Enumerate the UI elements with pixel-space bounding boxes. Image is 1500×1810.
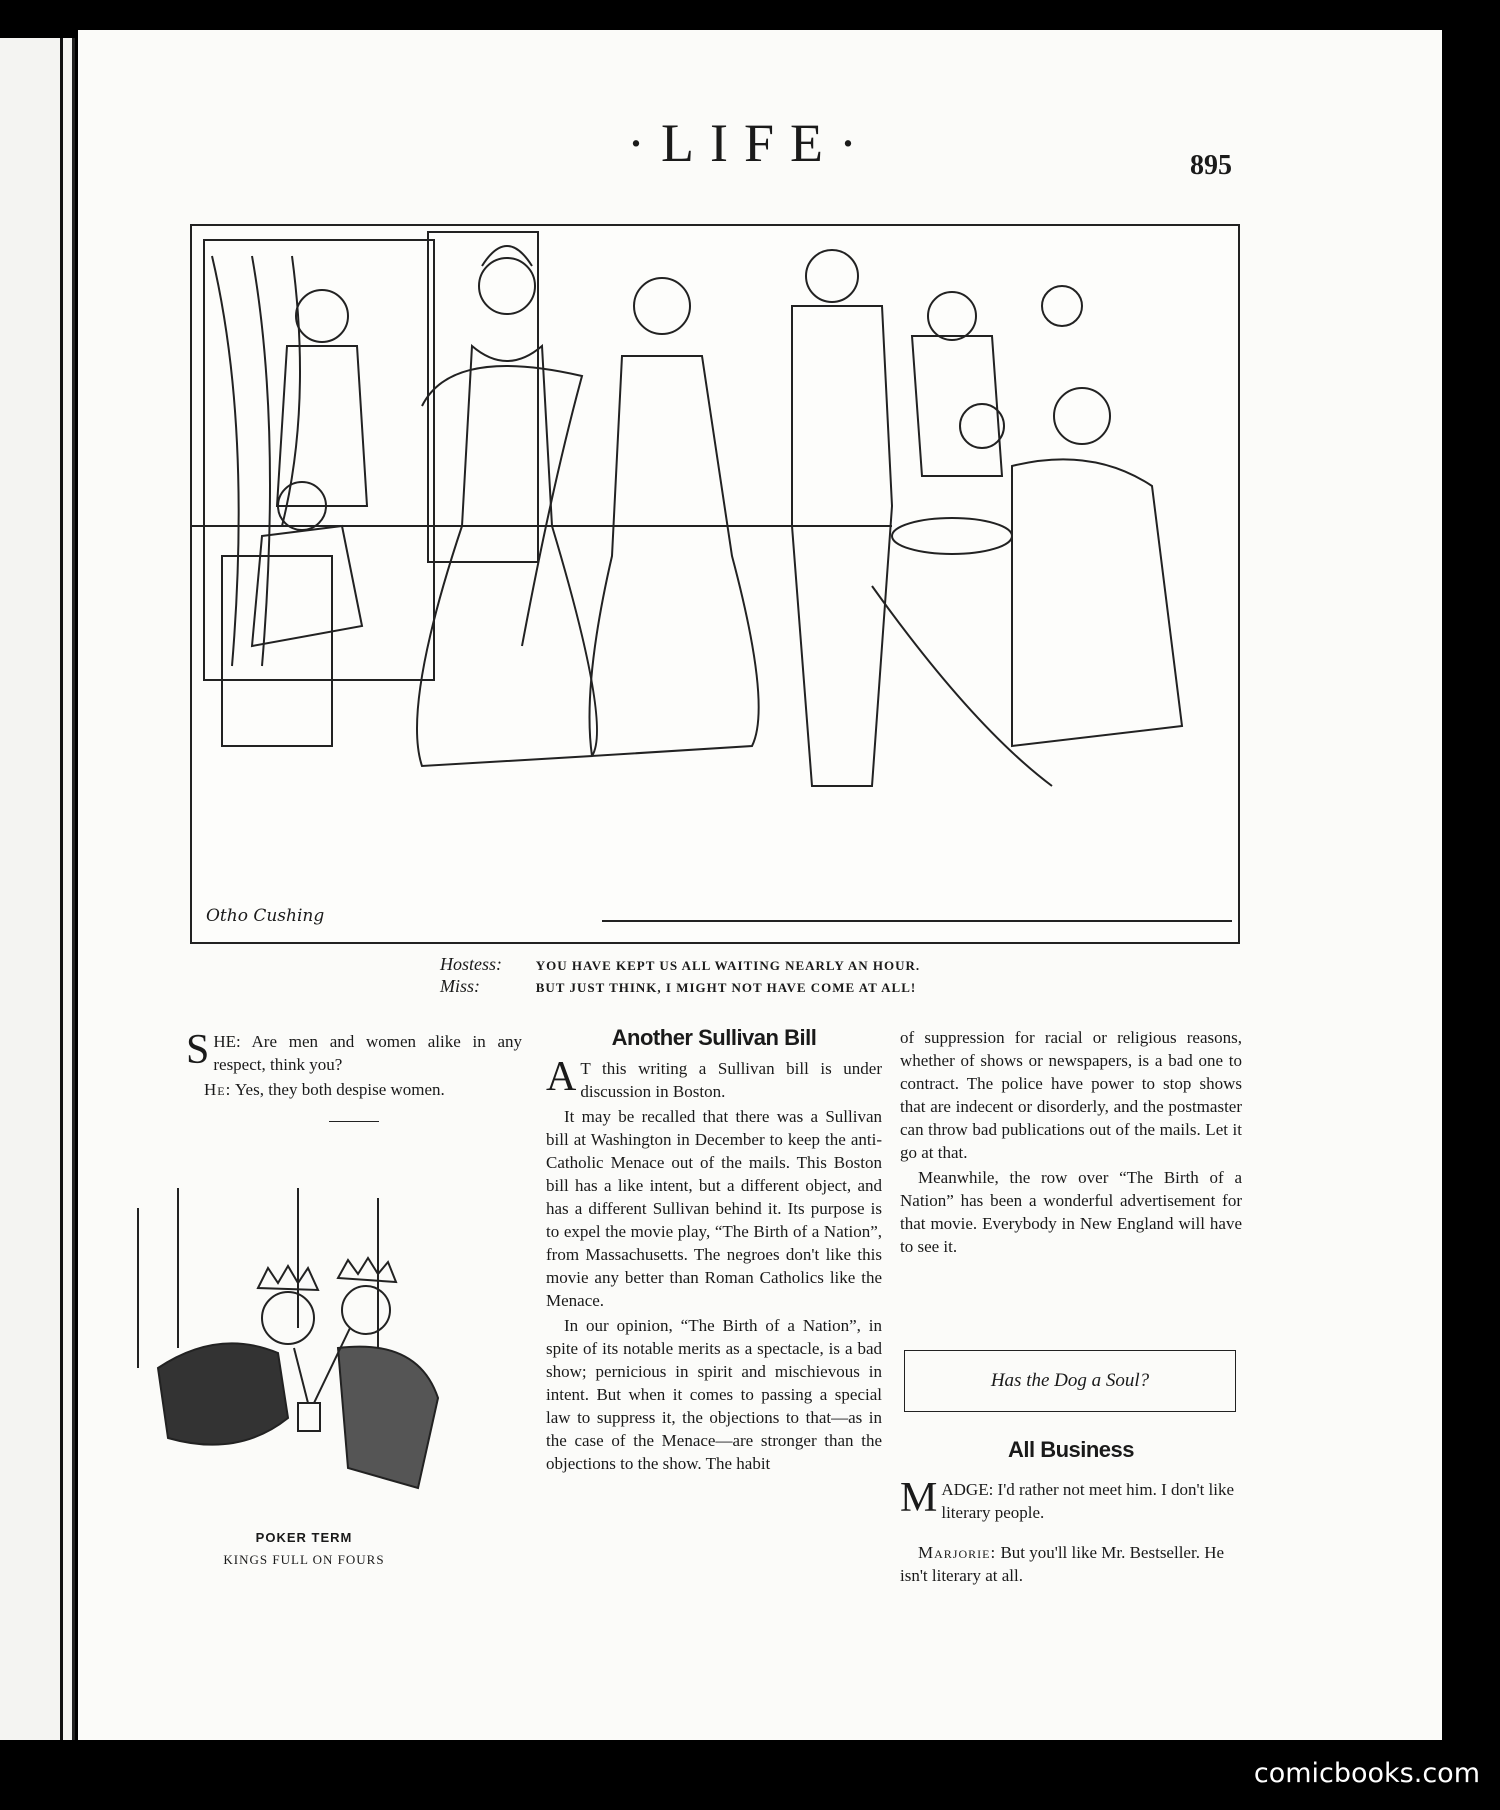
madge-line: MADGE: I'd rather not meet him. I don't like literary people. — [900, 1475, 1235, 1522]
lady-shawl — [422, 366, 582, 646]
caption-text: BUT JUST THINK, I MIGHT NOT HAVE COME AT ALL! — [535, 980, 917, 995]
scan-right-border — [1442, 30, 1500, 1810]
gentleman-head — [806, 250, 858, 302]
side-table — [892, 518, 1012, 554]
straw — [294, 1348, 308, 1403]
all-business-article — [900, 1438, 1242, 1604]
artist-signature: Otho Cushing — [206, 906, 325, 926]
cartoon-caption — [440, 954, 920, 998]
gown-train — [872, 586, 1052, 786]
butler-head — [296, 290, 348, 342]
shared-glass — [298, 1403, 320, 1431]
poker-title: POKER TERM — [255, 1530, 353, 1545]
king-left-body — [158, 1343, 288, 1444]
caption-line-hostess — [440, 954, 920, 976]
king-left-head — [262, 1292, 314, 1344]
crown-icon — [338, 1258, 396, 1282]
masthead: ·LIFE· — [627, 113, 873, 173]
gentleman-body — [792, 306, 892, 786]
article-continued: of suppression for racial or religious reasons, whether of shows or newspapers, is a bad one to contract. The police have power to stop shows that are indecent or disorderly, and the postmaster can throw bad publications out of the mails. Let it go at that. — [900, 1028, 1242, 1162]
hostess-head — [634, 278, 690, 334]
ballroom-illustration — [192, 226, 1238, 942]
drop-cap: M — [900, 1475, 938, 1521]
caption-line-miss — [440, 976, 920, 998]
caption-text: YOU HAVE KEPT US ALL WAITING NEARLY AN HOUR. — [535, 958, 921, 973]
caption-speaker: Hostess: — [440, 954, 502, 974]
he-line: He: Yes, they both despise women. — [204, 1080, 445, 1099]
left-column — [186, 1027, 522, 1122]
separator-rule — [329, 1121, 379, 1122]
onlooker-woman-head — [1042, 286, 1082, 326]
seated-old-man-head — [960, 404, 1004, 448]
article-paragraph: In our opinion, “The Birth of a Nation”, in spite of its notable merits as a spectacle, is a bad show; pernicious in spirit and mischievous in intent. But when it comes to passing a special law to suppress it, the objections to that—as in the case of the Menace—are stronger than the objections to the show. The habit — [546, 1316, 882, 1473]
lady-gown — [417, 346, 597, 766]
onlooker-man-head — [928, 292, 976, 340]
drop-cap: A — [546, 1054, 577, 1100]
poker-subtitle: KINGS FULL ON FOURS — [223, 1552, 385, 1567]
door-panel — [428, 232, 538, 562]
hostess-gown — [590, 356, 759, 756]
king-right-body — [338, 1347, 438, 1488]
drop-cap: S — [186, 1027, 210, 1073]
article-headline: All Business — [1007, 1437, 1135, 1462]
article-sullivan-continued — [900, 1026, 1242, 1260]
gutter-rule — [60, 38, 63, 1740]
sofa — [222, 556, 332, 746]
previous-page-edge — [0, 38, 75, 1740]
article-headline: Another Sullivan Bill — [611, 1025, 817, 1050]
article-first-paragraph: A T this writing a Sullivan bill is under discussion in Boston. — [546, 1054, 882, 1101]
main-cartoon — [190, 224, 1240, 944]
poker-cartoon — [118, 1168, 458, 1533]
site-watermark: comicbooks.com — [1253, 1758, 1480, 1789]
marjorie-line: Marjorie: But you'll like Mr. Bestseller. He isn't literary at all. — [900, 1543, 1225, 1585]
she-line: SHE: Are men and women alike in any respect, think you? — [186, 1027, 522, 1074]
boxed-note: Has the Dog a Soul? — [904, 1350, 1236, 1412]
caption-speaker: Miss: — [440, 976, 480, 996]
article-sullivan — [546, 1026, 882, 1477]
article-paragraph: Meanwhile, the row over “The Birth of a Nation” has been a wonderful advertisement for that movie. Everybody in New England will have to see it. — [900, 1168, 1242, 1256]
king-right-head — [342, 1286, 390, 1334]
lady-head — [479, 258, 535, 314]
seated-woman-head — [1054, 388, 1110, 444]
crown-icon — [258, 1266, 318, 1290]
page-number: 895 — [1190, 150, 1232, 181]
article-paragraph: It may be recalled that there was a Sullivan bill at Washington in December to keep the anti-Catholic Menace out of the mails. This Boston bill has a like intent, but a different object, and has a different Sullivan behind it. Its purpose is to expel the movie play, “The Birth of a Nation”, from Massachusetts. The negroes don't like this movie any better than Roman Catholics like the Menace. — [546, 1107, 882, 1310]
seated-woman-dress — [1012, 459, 1182, 746]
